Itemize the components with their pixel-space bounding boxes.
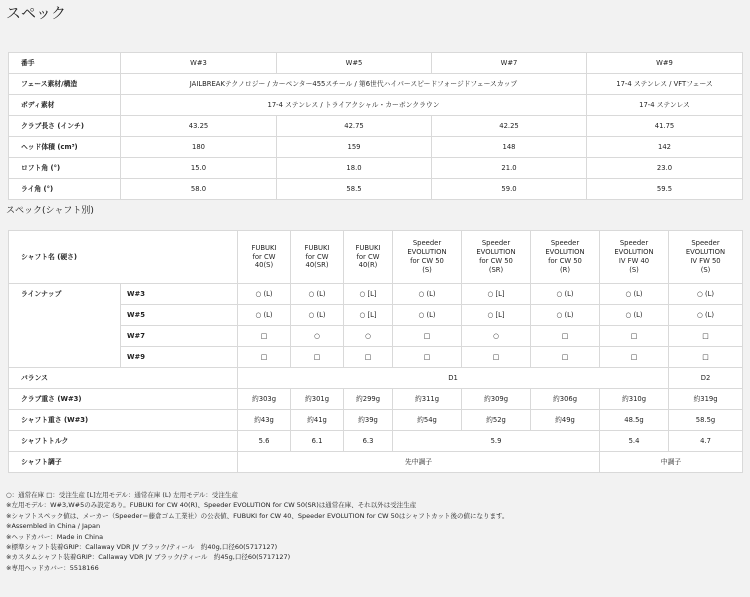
shaft-cell: 中調子 [600, 452, 743, 473]
shaft-row-label: シャフト調子 [9, 452, 238, 473]
spec-cell: 23.0 [587, 158, 743, 179]
notes [6, 490, 509, 573]
shaft-row-label: シャフト重さ (W#3) [9, 410, 238, 431]
lineup-cell: □ [531, 326, 600, 347]
lineup-cell: □ [669, 326, 743, 347]
spec-row [9, 137, 743, 158]
shaft-cell: 約301g [291, 389, 344, 410]
lineup-cell: ○ [291, 326, 344, 347]
spec-row [9, 158, 743, 179]
shaft-cell: D1 [238, 368, 669, 389]
note-line: ※左用モデル：W#3,W#5のみ設定あり。FUBUKI for CW 40(R)、Speeder EVOLUTION for CW 50(SR)は通常在庫、それ以外は受注生産 [6, 501, 417, 510]
spec-cell: 59.5 [587, 179, 743, 200]
spec-row [9, 74, 743, 95]
lineup-cell: ○ [L] [344, 305, 393, 326]
lineup-cell: □ [344, 347, 393, 368]
spec-label: ロフト角 (°) [9, 158, 121, 179]
spec-cell: 17-4 ステンレス [587, 95, 743, 116]
lineup-cell: □ [393, 326, 462, 347]
lineup-cell: □ [462, 347, 531, 368]
spec-cell: 42.25 [432, 116, 587, 137]
spec-cell: 59.0 [432, 179, 587, 200]
spec-label: ライ角 (°) [9, 179, 121, 200]
shaft-cell: 約309g [462, 389, 531, 410]
shaft-row-label: シャフトトルク [9, 431, 238, 452]
spec-label: ボディ素材 [9, 95, 121, 116]
spec-row [9, 95, 743, 116]
note-line: ※標準シャフト装着GRIP：Callaway VDR JV ブラック/ティール 約40g,口径60(5717127) [6, 543, 278, 552]
shaft-spec-title: スペック(シャフト別) [6, 206, 94, 216]
lineup-cell: □ [393, 347, 462, 368]
shaft-row [9, 410, 743, 431]
lineup-cell: ○ (L) [393, 284, 462, 305]
shaft-cell: 約41g [291, 410, 344, 431]
lineup-cell: □ [531, 347, 600, 368]
shaft-cell: 約39g [344, 410, 393, 431]
shaft-cell: 約43g [238, 410, 291, 431]
shaft-cell: 4.7 [669, 431, 743, 452]
lineup-cell: ○ [L] [462, 305, 531, 326]
lineup-cell: ○ (L) [238, 284, 291, 305]
shaft-header-label: シャフト名 (硬さ) [9, 231, 238, 284]
spec-table [8, 52, 743, 200]
lineup-cell: ○ [L] [344, 284, 393, 305]
spec-cell: 17-4 ステンレス / トライアクシャル・カーボンクラウン [121, 95, 587, 116]
shaft-cell: 6.3 [344, 431, 393, 452]
spec-cell: W#5 [277, 53, 432, 74]
shaft-name-cell: Speeder EVOLUTION for CW 50 (SR) [462, 231, 531, 284]
shaft-row [9, 389, 743, 410]
spec-cell: 18.0 [277, 158, 432, 179]
shaft-name-cell: Speeder EVOLUTION IV FW 40 (S) [600, 231, 669, 284]
shaft-cell: 5.6 [238, 431, 291, 452]
note-line: ※Assembled in China / Japan [6, 522, 101, 531]
shaft-cell: 5.4 [600, 431, 669, 452]
shaft-name-cell: Speeder EVOLUTION for CW 50 (S) [393, 231, 462, 284]
lineup-cell: □ [600, 326, 669, 347]
spec-cell: 15.0 [121, 158, 277, 179]
spec-cell: JAILBREAKテクノロジー / カーペンター455スチール / 第6世代ハイパースピードフォージドフェースカップ [121, 74, 587, 95]
lineup-cell: □ [669, 347, 743, 368]
spec-cell: 42.75 [277, 116, 432, 137]
lineup-cell: ○ (L) [393, 305, 462, 326]
shaft-row-label: クラブ重さ (W#3) [9, 389, 238, 410]
shaft-cell: 58.5g [669, 410, 743, 431]
spec-cell: 43.25 [121, 116, 277, 137]
lineup-club: W#3 [121, 284, 238, 305]
shaft-cell: 約306g [531, 389, 600, 410]
lineup-cell: ○ (L) [291, 305, 344, 326]
lineup-cell: ○ (L) [669, 305, 743, 326]
spec-label: 番手 [9, 53, 121, 74]
shaft-name-cell: FUBUKI for CW 40(S) [238, 231, 291, 284]
note-line: ○：通常在庫 □：受注生産 [L]左用モデル：通常在庫 (L) 左用モデル：受注生産 [6, 491, 238, 499]
spec-row [9, 53, 743, 74]
spec-cell: 17-4 ステンレス / VFTフェース [587, 74, 743, 95]
lineup-club: W#9 [121, 347, 238, 368]
spec-cell: 58.0 [121, 179, 277, 200]
note-line: ※カスタムシャフト装着GRIP：Callaway VDR JV ブラック/ティール 約45g,口径60(5717127) [6, 553, 291, 562]
spec-label: ヘッド体積 (cm³) [9, 137, 121, 158]
shaft-row [9, 452, 743, 473]
shaft-header-row [9, 231, 743, 284]
shaft-cell: 約311g [393, 389, 462, 410]
lineup-cell: ○ [L] [462, 284, 531, 305]
spec-cell: W#3 [121, 53, 277, 74]
note-line: ※専用ヘッドカバー：5518166 [6, 563, 99, 572]
shaft-cell: 先中調子 [238, 452, 600, 473]
spec-row [9, 116, 743, 137]
lineup-cell: ○ [344, 326, 393, 347]
shaft-cell: 48.5g [600, 410, 669, 431]
spec-row [9, 179, 743, 200]
lineup-cell: ○ (L) [291, 284, 344, 305]
shaft-row-label: バランス [9, 368, 238, 389]
lineup-cell: □ [238, 326, 291, 347]
lineup-club: W#5 [121, 305, 238, 326]
shaft-cell: 約49g [531, 410, 600, 431]
spec-cell: 159 [277, 137, 432, 158]
shaft-name-cell: FUBUKI for CW 40(SR) [291, 231, 344, 284]
lineup-cell: ○ (L) [600, 305, 669, 326]
shaft-cell: D2 [669, 368, 743, 389]
shaft-spec-table [8, 230, 743, 473]
shaft-name-cell: Speeder EVOLUTION for CW 50 (R) [531, 231, 600, 284]
spec-cell: 41.75 [587, 116, 743, 137]
shaft-cell: 約319g [669, 389, 743, 410]
shaft-cell: 約299g [344, 389, 393, 410]
shaft-name-cell: FUBUKI for CW 40(R) [344, 231, 393, 284]
note-line: ※シャフトスペック値は、メーカー（Speeder＝藤倉ゴム工業社）の公表値、FUBUKI for CW 40、Speeder EVOLUTION for CW 50はシャフトカット後の値になります。 [6, 511, 509, 520]
lineup-cell: □ [291, 347, 344, 368]
lineup-row [9, 284, 743, 305]
spec-cell: 21.0 [432, 158, 587, 179]
spec-cell: 180 [121, 137, 277, 158]
lineup-label: ラインナップ [9, 284, 121, 368]
shaft-cell: 約303g [238, 389, 291, 410]
shaft-cell: 5.9 [393, 431, 600, 452]
lineup-cell: ○ [462, 326, 531, 347]
shaft-cell: 約54g [393, 410, 462, 431]
page-title: スペック [6, 4, 67, 22]
lineup-cell: ○ (L) [531, 284, 600, 305]
lineup-cell: ○ (L) [531, 305, 600, 326]
lineup-cell: ○ (L) [238, 305, 291, 326]
lineup-club: W#7 [121, 326, 238, 347]
lineup-cell: □ [238, 347, 291, 368]
note-line: ※ヘッドカバー：Made in China [6, 532, 104, 541]
spec-label: フェース素材/構造 [9, 74, 121, 95]
shaft-cell: 約52g [462, 410, 531, 431]
shaft-cell: 約310g [600, 389, 669, 410]
shaft-name-cell: Speeder EVOLUTION IV FW 50 (S) [669, 231, 743, 284]
shaft-cell: 6.1 [291, 431, 344, 452]
shaft-row [9, 368, 743, 389]
spec-cell: 148 [432, 137, 587, 158]
spec-cell: W#7 [432, 53, 587, 74]
spec-cell: 58.5 [277, 179, 432, 200]
spec-label: クラブ長さ (インチ) [9, 116, 121, 137]
shaft-row [9, 431, 743, 452]
lineup-cell: ○ (L) [600, 284, 669, 305]
spec-cell: 142 [587, 137, 743, 158]
lineup-cell: □ [600, 347, 669, 368]
spec-cell: W#9 [587, 53, 743, 74]
lineup-cell: ○ (L) [669, 284, 743, 305]
